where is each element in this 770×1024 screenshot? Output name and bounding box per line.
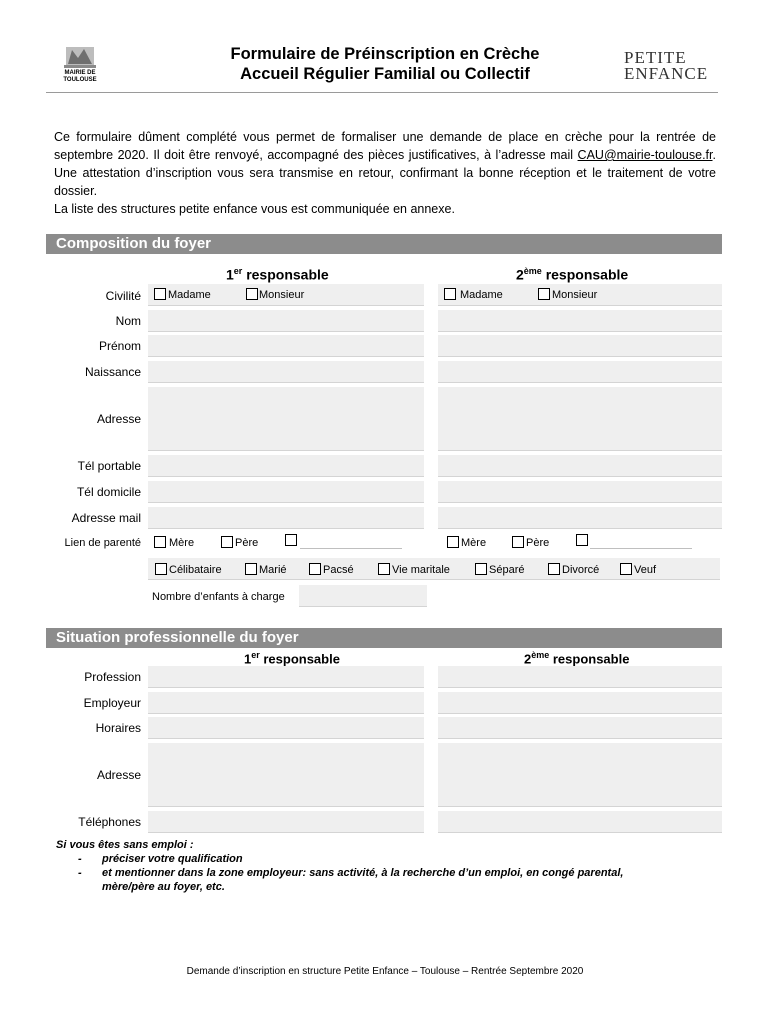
- pro-resp2-heading: 2ème responsable: [524, 650, 630, 667]
- note-item-2a: et mentionner dans la zone employeur: sans activité, à la recherche d’un emploi, en congé parental,: [102, 867, 624, 879]
- adresse-mail-field-2[interactable]: [438, 507, 722, 529]
- mere-checkbox-1[interactable]: [154, 536, 166, 548]
- mere-label-1: Mère: [169, 537, 195, 549]
- pro-resp1-heading: 1er responsable: [244, 650, 340, 667]
- adresse-mail-field-1[interactable]: [148, 507, 424, 529]
- vie-maritale-label: Vie maritale: [392, 564, 450, 576]
- monsieur-label-2: Monsieur: [552, 289, 598, 301]
- note-heading: Si vous êtes sans emploi :: [56, 839, 194, 851]
- note-item-2b: mère/père au foyer, etc.: [102, 881, 225, 893]
- autre-line-2[interactable]: [590, 548, 692, 549]
- veuf-checkbox[interactable]: [620, 563, 632, 575]
- header-rule: [46, 92, 718, 93]
- profession-field-2[interactable]: [438, 666, 722, 688]
- separe-checkbox[interactable]: [475, 563, 487, 575]
- brand-line-2: ENFANCE: [624, 64, 709, 83]
- autre-checkbox-2[interactable]: [576, 534, 588, 546]
- resp2-heading: 2ème responsable: [516, 266, 629, 283]
- logo-text-1: MAIRIE DE: [64, 70, 96, 76]
- label-prenom: Prénom: [98, 339, 141, 353]
- monsieur-checkbox-1[interactable]: [246, 288, 258, 300]
- note-block: [56, 838, 623, 894]
- madame-label-2: Madame: [460, 289, 503, 301]
- resp1-heading: 1er responsable: [226, 266, 329, 283]
- label-employeur: Employeur: [83, 696, 141, 710]
- employeur-field-2[interactable]: [438, 692, 722, 714]
- madame-checkbox-2[interactable]: [444, 288, 456, 300]
- madame-checkbox-1[interactable]: [154, 288, 166, 300]
- email-link[interactable]: CAU@mairie-toulouse.fr: [577, 148, 713, 162]
- monsieur-label-1: Monsieur: [259, 289, 305, 301]
- tel-portable-field-1[interactable]: [148, 455, 424, 477]
- mere-checkbox-2[interactable]: [447, 536, 459, 548]
- employeur-field-1[interactable]: [148, 692, 424, 714]
- label-profession: Profession: [84, 670, 141, 684]
- pere-checkbox-2[interactable]: [512, 536, 524, 548]
- mere-label-2: Mère: [461, 537, 487, 549]
- petite-enfance-logo: [624, 50, 714, 82]
- note-dash-1: -: [78, 853, 82, 865]
- telephones-field-1[interactable]: [148, 811, 424, 833]
- nom-field-1[interactable]: [148, 310, 424, 332]
- label-telephones: Téléphones: [78, 815, 141, 829]
- mairie-logo: [56, 44, 104, 88]
- pere-label-2: Père: [526, 537, 550, 549]
- intro-paragraph: [54, 128, 716, 218]
- prenom-field-2[interactable]: [438, 335, 722, 357]
- tel-domicile-field-2[interactable]: [438, 481, 722, 503]
- adresse-field-2[interactable]: [438, 387, 722, 451]
- vie-maritale-checkbox[interactable]: [378, 563, 390, 575]
- label-adresse-mail: Adresse mail: [71, 511, 141, 525]
- city-emblem-icon: [56, 44, 104, 70]
- tel-portable-field-2[interactable]: [438, 455, 722, 477]
- adresse-pro-field-2[interactable]: [438, 743, 722, 807]
- label-tel-portable: Tél portable: [77, 459, 141, 473]
- horaires-field-1[interactable]: [148, 717, 424, 739]
- label-adresse: Adresse: [96, 412, 141, 426]
- pacse-checkbox[interactable]: [309, 563, 321, 575]
- monsieur-checkbox-2[interactable]: [538, 288, 550, 300]
- label-naissance: Naissance: [84, 365, 141, 379]
- autre-line-1[interactable]: [300, 548, 402, 549]
- note-item-1: préciser votre qualification: [102, 853, 243, 865]
- horaires-field-2[interactable]: [438, 717, 722, 739]
- profession-field-1[interactable]: [148, 666, 424, 688]
- label-horaires: Horaires: [95, 721, 141, 735]
- intro-text-2: . Une attestation d’inscription vous sera transmise en retour, confirmant la bonne réception et le traitement de votre dossier.: [54, 148, 716, 198]
- madame-label-1: Madame: [168, 289, 211, 301]
- pacse-label: Pacsé: [323, 564, 354, 576]
- nombre-enfants-field[interactable]: [299, 585, 427, 607]
- marie-checkbox[interactable]: [245, 563, 257, 575]
- title-line-2: Accueil Régulier Familial ou Collectif: [240, 65, 530, 83]
- brand-line-1: PETITE: [624, 48, 687, 67]
- label-civilite: Civilité: [105, 289, 141, 303]
- page-footer: Demande d’inscription en structure Petite Enfance – Toulouse – Rentrée Septembre 2020: [186, 966, 584, 977]
- adresse-field-1[interactable]: [148, 387, 424, 451]
- prenom-field-1[interactable]: [148, 335, 424, 357]
- label-adresse-pro: Adresse: [96, 768, 141, 782]
- section-title-foyer: Composition du foyer: [46, 234, 722, 254]
- celibataire-label: Célibataire: [169, 564, 222, 576]
- nom-field-2[interactable]: [438, 310, 722, 332]
- separe-label: Séparé: [489, 564, 525, 576]
- divorce-checkbox[interactable]: [548, 563, 560, 575]
- autre-checkbox-1[interactable]: [285, 534, 297, 546]
- naissance-field-1[interactable]: [148, 361, 424, 383]
- label-tel-domicile: Tél domicile: [76, 485, 141, 499]
- naissance-field-2[interactable]: [438, 361, 722, 383]
- label-lien-parente: Lien de parenté: [64, 537, 141, 549]
- pere-checkbox-1[interactable]: [221, 536, 233, 548]
- nombre-enfants-label: Nombre d’enfants à charge: [152, 591, 285, 603]
- telephones-field-2[interactable]: [438, 811, 722, 833]
- section-title-pro: Situation professionnelle du foyer: [46, 628, 722, 648]
- celibataire-checkbox[interactable]: [155, 563, 167, 575]
- title-line-1: Formulaire de Préinscription en Crèche: [230, 45, 540, 63]
- logo-text-2: TOULOUSE: [63, 77, 97, 83]
- label-nom: Nom: [115, 314, 141, 328]
- veuf-label: Veuf: [634, 564, 657, 576]
- page-title: [150, 44, 620, 84]
- intro-text-1: Ce formulaire dûment complété vous permet de formaliser une demande de place en crèche pour la rentrée de septembre 2020. Il doit être renvoyé, accompagné des pièces justificatives, à l’adresse mail: [54, 130, 716, 162]
- marie-label: Marié: [259, 564, 287, 576]
- adresse-pro-field-1[interactable]: [148, 743, 424, 807]
- note-dash-2: -: [78, 867, 82, 879]
- divorce-label: Divorcé: [562, 564, 600, 576]
- tel-domicile-field-1[interactable]: [148, 481, 424, 503]
- intro-text-3: La liste des structures petite enfance vous est communiquée en annexe.: [54, 202, 455, 216]
- pere-label-1: Père: [235, 537, 259, 549]
